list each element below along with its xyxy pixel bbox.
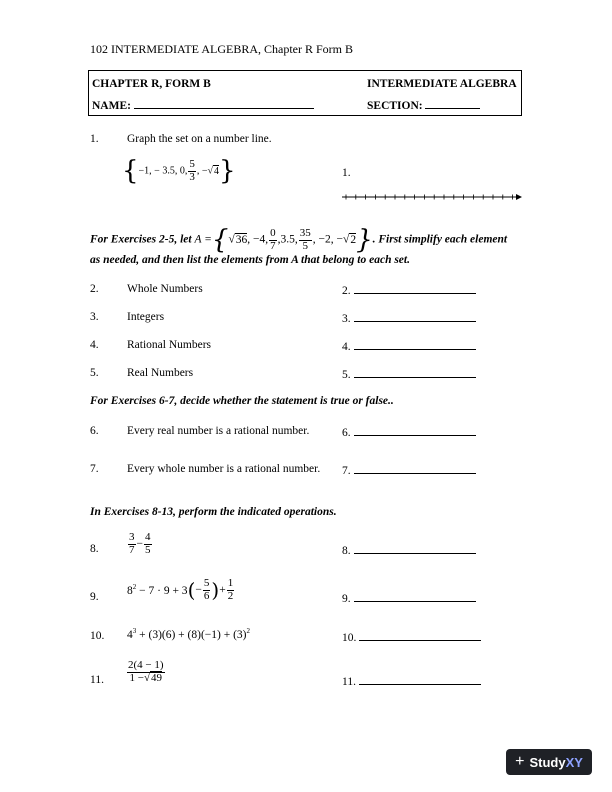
- q8-answer: 8.: [342, 543, 476, 557]
- question-row-answer: 2.: [342, 283, 476, 297]
- number-line[interactable]: [340, 192, 525, 202]
- q10-answer-field[interactable]: [359, 630, 481, 641]
- intro-2-5: For Exercises 2-5, let A ={√36, −4, $\frac{0}{7}$ ,3.5, $\frac{35}{5}$ , −2, −√2}. First simplify each element: [90, 225, 508, 255]
- question-row-number: 5.: [90, 367, 99, 379]
- q8-number: 8.: [90, 543, 99, 555]
- name-label: NAME:: [92, 100, 131, 112]
- q10-expression: $4^3 + (3)(6) + (8)(-1) + (3)^2$: [127, 627, 250, 641]
- question-row-answer-field[interactable]: [354, 283, 476, 294]
- section-label: SECTION:: [367, 100, 423, 112]
- question-row-answer: 4.: [342, 339, 476, 353]
- statement-row-answer: 6.: [342, 425, 476, 439]
- statement-row-answer-field[interactable]: [354, 425, 476, 436]
- question-row-text: Rational Numbers: [127, 339, 211, 351]
- q1-text: Graph the set on a number line.: [127, 133, 272, 145]
- question-row-answer: 3.: [342, 311, 476, 325]
- q10-answer: 10.: [342, 630, 481, 644]
- statement-row-number: 6.: [90, 425, 99, 437]
- q9-number: 9.: [90, 591, 99, 603]
- page-header: 102 INTERMEDIATE ALGEBRA, Chapter R Form B: [90, 42, 353, 56]
- q8-answer-field[interactable]: [354, 543, 476, 554]
- statement-row-answer: 7.: [342, 463, 476, 477]
- name-field[interactable]: [134, 98, 314, 109]
- intro-2-5-line2: as needed, and then list the elements from A that belong to each set.: [90, 254, 410, 266]
- section-field[interactable]: [425, 98, 480, 109]
- statement-row-number: 7.: [90, 463, 99, 475]
- title-row: [92, 78, 518, 90]
- q8-expression: $\frac{3}{7}$ − $\frac{4}{5}$: [129, 531, 151, 556]
- q11-answer: 11.: [342, 674, 481, 688]
- question-row-answer: 5.: [342, 367, 476, 381]
- course-title: INTERMEDIATE ALGEBRA: [367, 78, 517, 90]
- q11-expression: $\frac{2(4 - 1)}{1 -√49}$: [128, 659, 164, 684]
- question-row-number: 2.: [90, 283, 99, 295]
- q11-answer-field[interactable]: [359, 674, 481, 685]
- studyxy-logo: + StudyXY: [506, 749, 592, 775]
- question-row-number: 3.: [90, 311, 99, 323]
- q9-answer: 9.: [342, 591, 476, 605]
- q1-number: 1.: [90, 133, 99, 145]
- intro-8-13: In Exercises 8-13, perform the indicated operations.: [90, 506, 337, 518]
- q10-number: 10.: [90, 630, 105, 642]
- statement-row-answer-field[interactable]: [354, 463, 476, 474]
- question-row-text: Integers: [127, 311, 165, 323]
- statement-row-text: Every whole number is a rational number.: [127, 463, 321, 475]
- chapter-title: CHAPTER R, FORM B: [92, 78, 211, 90]
- q11-number: 11.: [90, 674, 104, 686]
- question-row-answer-field[interactable]: [354, 339, 476, 350]
- question-row-answer-field[interactable]: [354, 311, 476, 322]
- statement-row-text: Every real number is a rational number.: [127, 425, 310, 437]
- question-row-answer-field[interactable]: [354, 367, 476, 378]
- intro-6-7: For Exercises 6-7, decide whether the statement is true or false..: [90, 395, 394, 407]
- question-row-text: Whole Numbers: [127, 283, 203, 295]
- question-row-text: Real Numbers: [127, 367, 194, 379]
- q1-answer-number: 1.: [342, 167, 351, 179]
- q9-expression: $8^2 - 7 \cdot 9 + 3(-$ $\frac{5}{6}$ )+ $\frac{1}{2}$: [127, 577, 234, 603]
- question-row-number: 4.: [90, 339, 99, 351]
- q9-answer-field[interactable]: [354, 591, 476, 602]
- q1-set: {−1, − 3.5, 0, $\frac{5}{3}$ , −√4}: [122, 156, 236, 186]
- title-box: [88, 70, 522, 116]
- name-row: [92, 98, 518, 112]
